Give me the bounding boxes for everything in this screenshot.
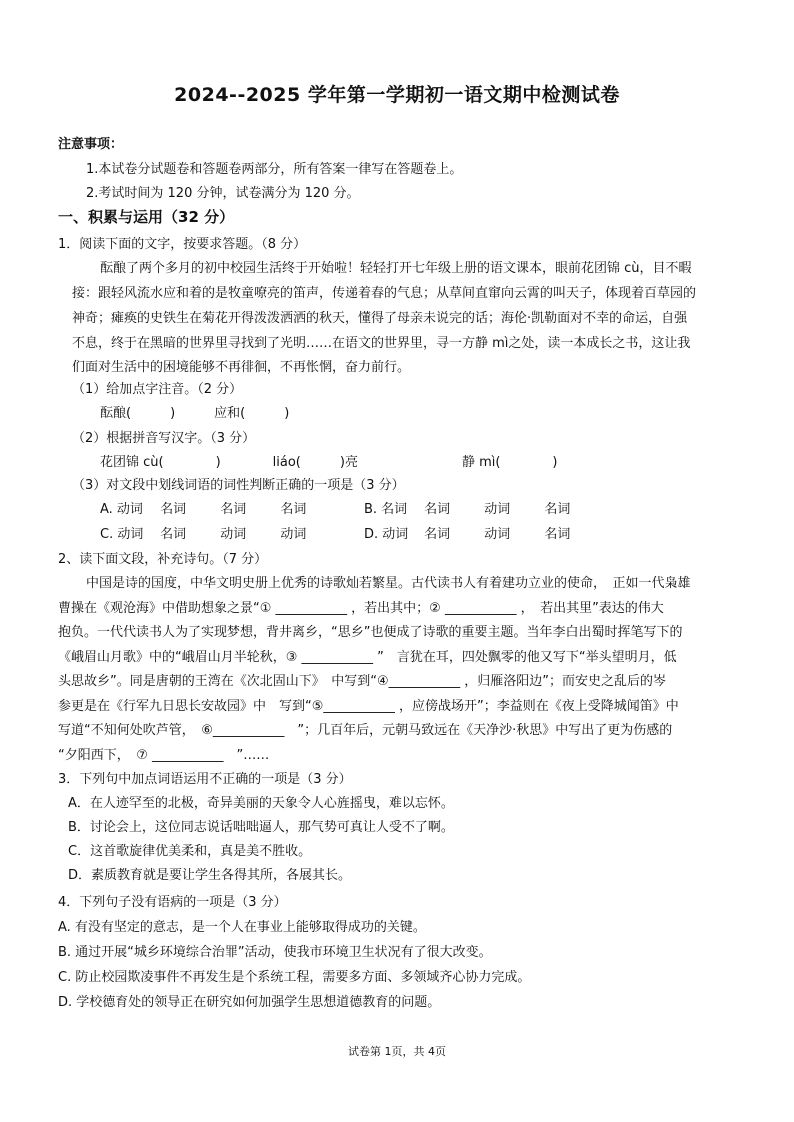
passage-line: 《峨眉山月歌》中的“峨眉山月半轮秋，③ ___________ ” 言犹在耳，四处飘零的他又写下“举头望明月，低: [58, 650, 677, 665]
option-d: [364, 526, 600, 544]
passage-line: 接：跟轻风流水应和着的是牧童嘹亮的笛声，传递着春的气息；从草间直窜向云霄的叫天子，体现着百草园的: [72, 286, 697, 301]
option-word: 名词: [544, 527, 571, 542]
section-heading: 一、积累与运用（32 分）: [58, 208, 235, 226]
pinyin-blanks: 酝酿( ) 应和( ): [100, 406, 290, 421]
notice-item: 1.本试卷分试题卷和答题卷两部分，所有答案一律写在答题卷上。: [86, 162, 463, 177]
subquestion: （3）对文段中划线词语的词性判断正确的一项是（3 分）: [72, 478, 405, 493]
option-word: 动词: [484, 527, 511, 542]
passage-line: 抱负。一代代读书人为了实现梦想，背井离乡，“思乡”也便成了诗歌的重要主题。当年李白出蜀时挥笔写下的: [58, 625, 683, 640]
question-stem: 1．阅读下面的文字，按要求答题。（8 分）: [58, 237, 307, 252]
option-word: 名词: [544, 502, 571, 517]
passage-line: 曹操在《观沧海》中借助想象之景“① ___________ ，若出其中；② ___________ ， 若出其里”表达的伟大: [58, 601, 664, 616]
character-blanks: 花团锦 cù( ) liáo( )亮 静 mì( ): [100, 455, 558, 470]
page-title: 2024--2025 学年第一学期初一语文期中检测试卷: [174, 84, 620, 106]
option-b: [364, 501, 600, 519]
page-footer: 试卷第 1页，共 4页: [348, 1045, 446, 1058]
question-stem: 4．下列句子没有语病的一项是（3 分）: [58, 895, 287, 910]
subquestion: （1）给加点字注音。（2 分）: [72, 382, 243, 397]
option-a: A. 有没有坚定的意志，是一个人在事业上能够取得成功的关键。: [58, 920, 426, 935]
option-word: 名词: [220, 502, 247, 517]
option-word: D. 动词: [364, 527, 409, 542]
passage-line: 头思故乡”。同是唐朝的王湾在《次北固山下》 中写到“④___________ ，归雁洛阳边”；而安史之乱后的岑: [58, 674, 666, 689]
option-word: 名词: [424, 502, 451, 517]
passage-line: 酝酿了两个多月的初中校园生活终于开始啦！轻轻打开七年级上册的语文课本，眼前花团锦 cù，目不暇: [100, 261, 692, 276]
option-word: C. 动词: [100, 527, 144, 542]
passage-line: “夕阳西下， ⑦ ___________ ”……: [58, 748, 270, 763]
option-word: 名词: [160, 502, 187, 517]
option-word: 动词: [220, 527, 247, 542]
question-stem: 3．下列句中加点词语运用不正确的一项是（3 分）: [58, 772, 352, 787]
option-word: 动词: [484, 502, 511, 517]
option-word: 动词: [280, 527, 307, 542]
option-d: D. 学校德育处的领导正在研究如何加强学生思想道德教育的问题。: [58, 995, 441, 1010]
option-word: B. 名词: [364, 502, 408, 517]
passage-line: 写道“不知何处吹芦管， ⑥___________ ”；几百年后，元朝马致远在《天净沙·秋思》中写出了更为伤感的: [58, 723, 673, 738]
option-a: A．在人迹罕至的北极，奇异美丽的天象令人心旌摇曳，难以忘怀。: [68, 796, 454, 811]
passage-line: 们面对生活中的困境能够不再徘徊，不再怅惘，奋力前行。: [72, 360, 411, 375]
option-word: 名词: [424, 527, 451, 542]
passage-line: 神奇；瘫痪的史铁生在菊花开得泼泼洒洒的秋天，懂得了母亲未说完的话；海伦·凯勒面对不幸的命运，自强: [72, 311, 688, 326]
option-word: 名词: [280, 502, 307, 517]
notice-item: 2.考试时间为 120 分钟，试卷满分为 120 分。: [86, 186, 360, 201]
option-c: [100, 526, 336, 544]
subquestion: （2）根据拼音写汉字。（3 分）: [72, 431, 256, 446]
passage-line: 中国是诗的国度，中华文明史册上优秀的诗歌灿若繁星。古代读书人有着建功立业的使命， 正如一代枭雄: [86, 576, 691, 591]
option-d: D．素质教育就是要让学生各得其所，各展其长。: [68, 868, 352, 883]
option-b: B. 通过开展“城乡环境综合治罪”活动，使我市环境卫生状况有了很大改变。: [58, 945, 492, 960]
question-stem: 2、读下面文段，补充诗句。（7 分）: [58, 552, 268, 567]
option-a: [100, 501, 336, 519]
option-c: C．这首歌旋律优美柔和，真是美不胜收。: [68, 844, 312, 859]
option-c: C. 防止校园欺凌事件不再发生是个系统工程，需要多方面、多领域齐心协力完成。: [58, 970, 531, 985]
option-b: B．讨论会上，这位同志说话咄咄逼人，那气势可真让人受不了啊。: [68, 820, 454, 835]
notice-heading: 注意事项：: [58, 137, 124, 152]
option-word: A. 动词: [100, 502, 143, 517]
option-word: 名词: [160, 527, 187, 542]
passage-line: 不息，终于在黑暗的世界里寻找到了光明……在语文的世界里，寻一方静 mì之处，读一本成长之书，这让我: [72, 336, 691, 351]
passage-line: 参更是在《行军九日思长安故园》中 写到“⑤___________ ，应傍战场开”；李益则在《夜上受降城闻笛》中: [58, 699, 679, 714]
